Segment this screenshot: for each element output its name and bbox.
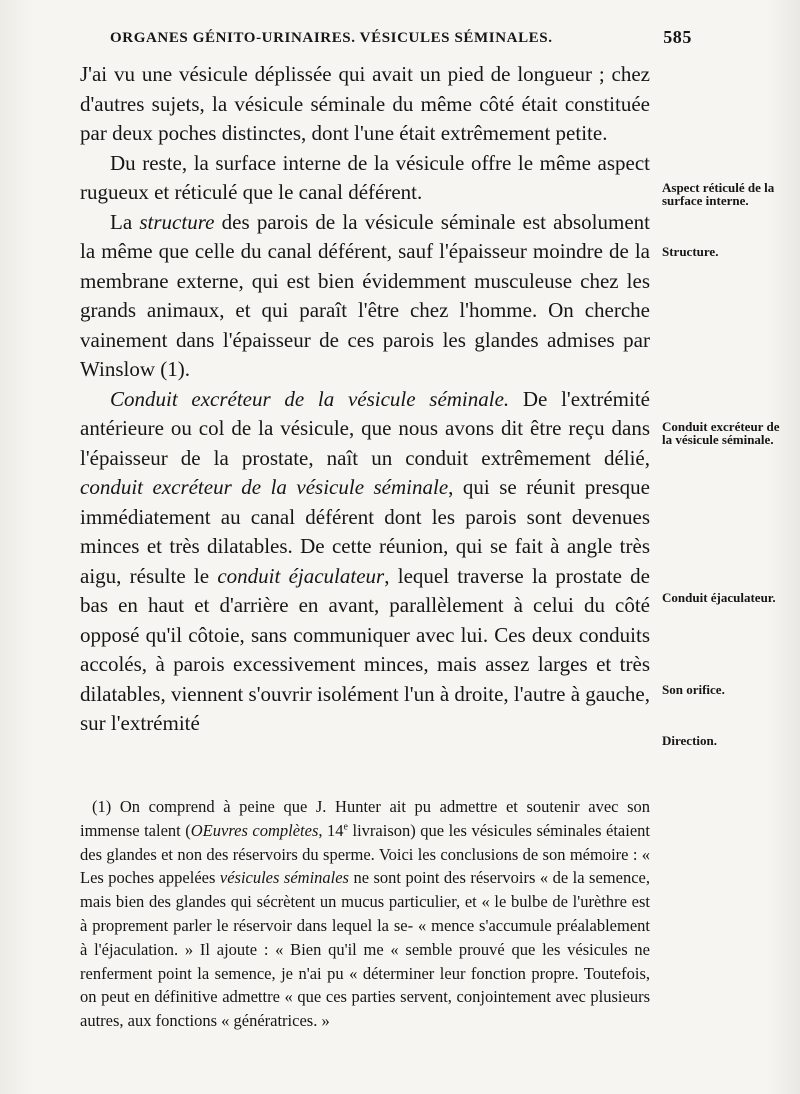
paragraph-4-emphasis-1: conduit excréteur de la vésicule séminale [80,475,449,499]
margin-note-structure: Structure. [662,244,719,259]
paragraph-3-text-a: La [110,209,140,234]
paragraph-4-text-b: , qui se réunit presque immédiatement au canal déférent dont les parois sont devenues minces et très dilatables. De cette réunion, qui se fait à angle très aigu, résulte le [80,475,651,588]
body-text [80,60,650,739]
footnote-emphasis-1: OEuvres complètes [190,820,319,840]
margin-note-conduit-ejaculateur: Conduit éjaculateur. [662,590,776,605]
paragraph-3 [80,208,650,385]
page-number: 585 [663,27,692,47]
running-head-title: ORGANES GÉNITO-URINAIRES. VÉSICULES SÉMINALES. [110,30,553,46]
footnote [80,795,650,1033]
paragraph-4-text-a: De l'extrémité antérieure ou col de la vésicule, que nous avons dit être reçu dans l'épaisseur de la prostate, naît un conduit extrêmement délié, [80,386,651,470]
paragraph-1: J'ai vu une vésicule déplissée qui avait un pied de longueur ; chez d'autres sujets, la vésicule séminale du même côté était constituée par deux poches distinctes, dont l'une était extrêmement petite. [80,62,650,145]
footnote-text-b: , 14 [318,820,344,840]
paragraph-4-text-c: , lequel traverse la prostate de bas en haut et d'arrière en avant, parallèlement à celui du côté opposé qu'il côtoie, sans communiquer avec lui. Ces deux conduits accolés, à parois excessivement minces, mais assez larges et très dilatables, viennent s'ouvrir isolément l'un à droite, l'autre à gauche, sur l'extrémité [80,563,651,735]
margin-note-aspect: Aspect réticulé de la surface interne. [662,180,775,208]
paragraph-3-emphasis: structure [139,209,215,234]
running-head [110,27,692,47]
footnote-text-d: ne sont point des réservoirs « de la semence, mais bien des glandes qui sécrètent un mucus particulier, et « le bulbe de l'urèthre est à proprement parler le réservoir dans lequel la se- « mence s'accumule préalablement à l'éjaculation. » Il ajoute : « Bien qu'il me « semble prouvé que les vésicules ne renferment point la semence, je n'ai pu « déterminer leur fonction propre. Toutefois, on peut en définitive admettre « que ces parties servent, conjointement avec plusieurs autres, aux fonctions « génératrices. » [80,868,650,1031]
margin-note-conduit-excreteur: Conduit excréteur de la vésicule séminale. [662,419,780,447]
margin-note-direction: Direction. [662,733,717,748]
paragraph-4 [80,385,650,739]
paragraph-4-emphasis-2: conduit éjaculateur [217,563,385,588]
paragraph-4-heading: Conduit excréteur de la vésicule séminale. [110,386,510,411]
footnote-emphasis-2: vésicules séminales [219,868,349,888]
paragraph-2: Du reste, la surface interne de la vésicule offre le même aspect rugueux et réticulé que le canal déférent. [80,150,650,204]
margin-note-orifice: Son orifice. [662,682,725,697]
footnote-1 [80,795,650,1033]
footnote-superscript: e [343,821,348,833]
footnote-text-c: livraison) que les vésicules séminales étaient des glandes et non des réservoirs du sperme. Voici les conclusions de son mémoire : « Les poches appelées [80,820,650,888]
paragraph-3-text-b: des parois de la vésicule séminale est absolument la même que celle du canal déférent, sauf l'épaisseur moindre de la membrane externe, qui est bien évidemment musculeuse chez les grands animaux, et qui paraît l'être chez l'homme. On cherche vainement dans l'épaisseur de ces parois les glandes admises par Winslow (1). [80,209,650,381]
footnote-text-a: (1) On comprend à peine que J. Hunter ait pu admettre et soutenir avec son immense talent ( [80,797,650,840]
